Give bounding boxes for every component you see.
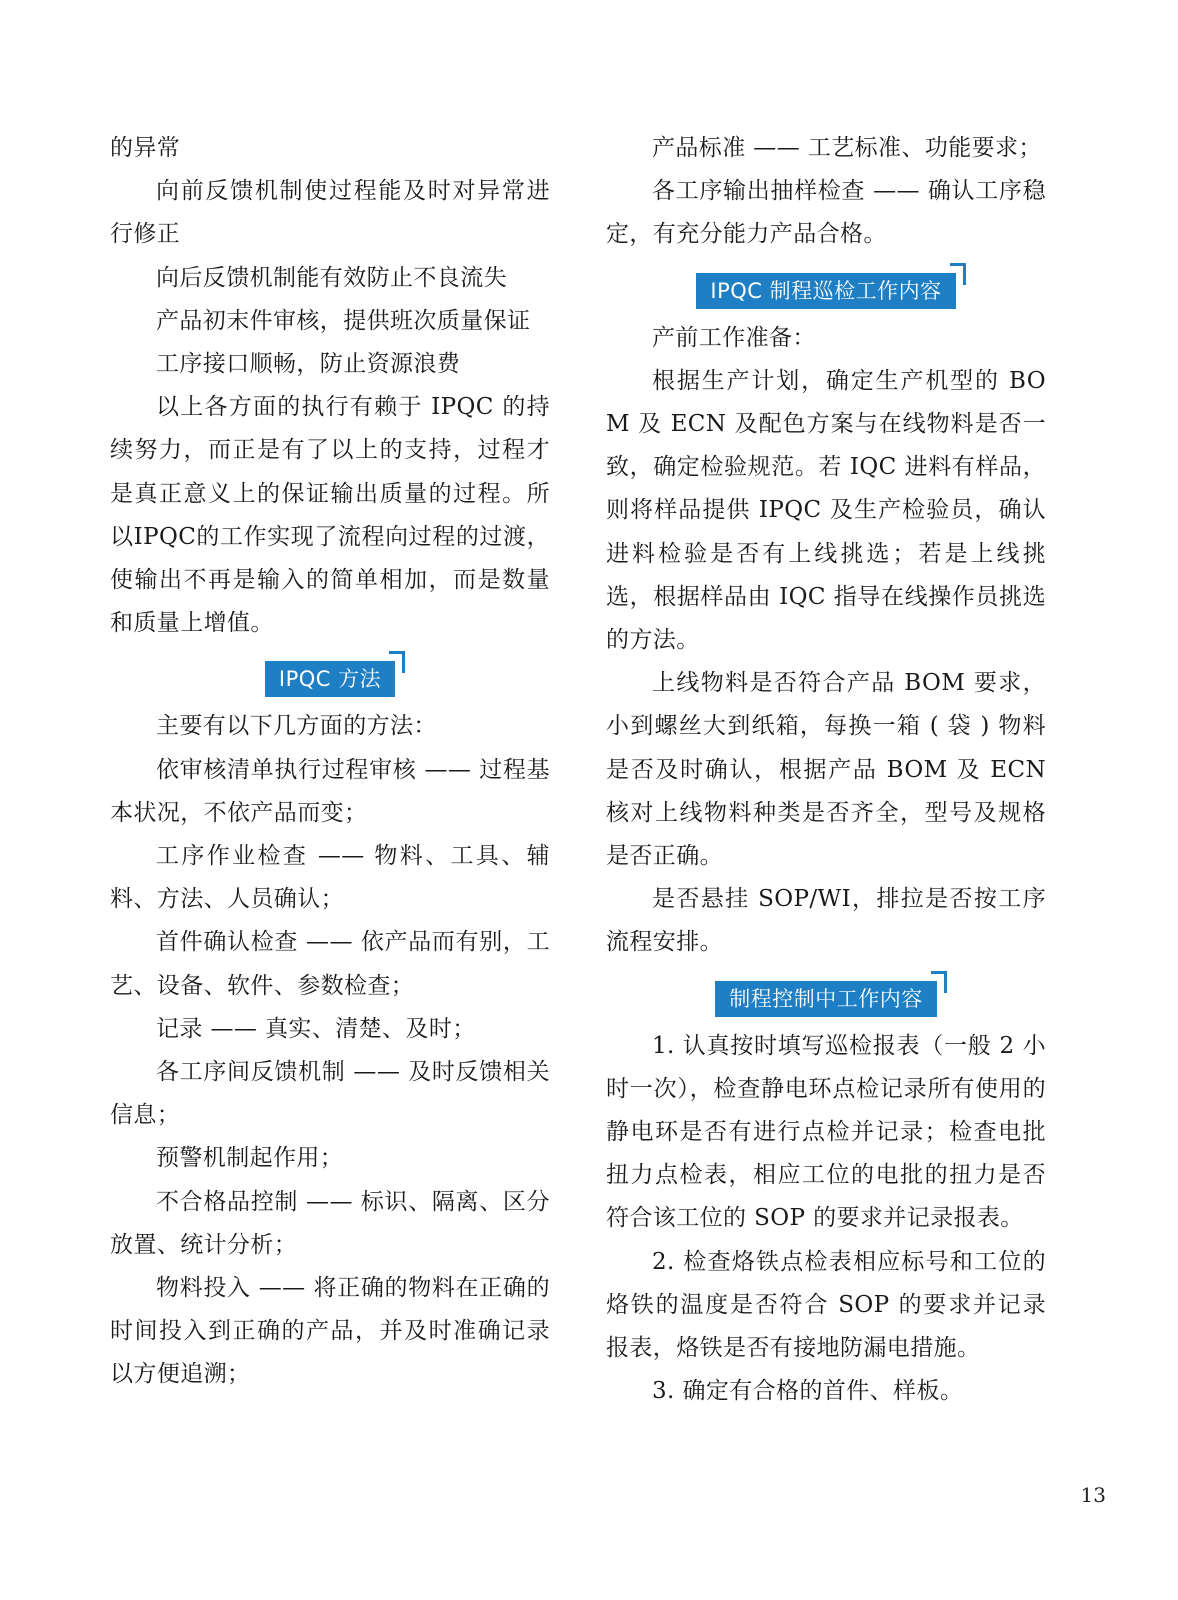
paragraph: 预警机制起作用；: [156, 1145, 344, 1172]
heading-text: 制程控制中工作内容: [729, 986, 923, 1011]
page-number: 13: [1080, 1483, 1106, 1507]
heading-label-box: [696, 273, 955, 309]
paragraph: 产品标准 —— 工艺标准、功能要求；: [652, 135, 1042, 161]
heading-text: IPQC 制程巡检工作内容: [710, 278, 942, 303]
heading-label-box: [265, 661, 395, 697]
section-heading-ipqc-inspection: [606, 273, 1046, 309]
paragraph: 主要有以下几方面的方法：: [156, 713, 437, 740]
paragraph: 不合格品控制 —— 标识、隔离、区分放置、统计分析；: [110, 1188, 550, 1258]
paragraph: 向后反馈机制能有效防止不良流失: [156, 264, 507, 291]
paragraph: 各工序间反馈机制 —— 及时反馈相关信息；: [110, 1059, 550, 1129]
corner-bracket-icon: [931, 971, 947, 993]
paragraph: 根据生产计划，确定生产机型的 BOM 及 ECN 及配色方案与在线物料是否一致，确定检验规范。若 IQC 进料有样品，则将样品提供 IPQC 及生产检验员，确认进料检验是否有上线挑选；若是上线挑选，根据样品由 IQC 指导在线操作员挑选的方法。: [606, 367, 1046, 654]
paragraph: 各工序输出抽样检查 —— 确认工序稳定，有充分能力产品合格。: [606, 178, 1046, 248]
section-heading-process-control: [606, 981, 1046, 1017]
paragraph: 1. 认真按时填写巡检报表（一般 2 小时一次），检查静电环点检记录所有使用的静电环是否有进行点检并记录；检查电批扭力点检表，相应工位的电批的扭力是否符合该工位的 SOP 的要求并记录报表。: [606, 1032, 1046, 1232]
paragraph: 首件确认检查 —— 依产品而有别，工艺、设备、软件、参数检查；: [110, 929, 550, 999]
corner-bracket-icon: [950, 263, 966, 285]
paragraph: 产品初末件审核，提供班次质量保证: [156, 307, 531, 334]
section-heading-ipqc-methods: [110, 661, 550, 697]
paragraph: 以上各方面的执行有赖于 IPQC 的持续努力，而正是有了以上的支持，过程才是真正意义上的保证输出质量的过程。所以IPQC的工作实现了流程向过程的过渡，使输出不再是输入的简单相加，而是数量和质量上增值。: [110, 394, 550, 637]
right-column: [606, 127, 1046, 1413]
paragraph: 向前反馈机制使过程能及时对异常进行修正: [110, 178, 550, 248]
paragraph: 依审核清单执行过程审核 —— 过程基本状况，不依产品而变；: [110, 756, 550, 826]
paragraph: 工序作业检查 —— 物料、工具、辅料、方法、人员确认；: [110, 843, 550, 913]
paragraph: 3. 确定有合格的首件、样板。: [652, 1378, 964, 1405]
left-column: [110, 127, 550, 1397]
paragraph: 物料投入 —— 将正确的物料在正确的时间投入到正确的产品，并及时准确记录以方便追溯；: [110, 1275, 550, 1388]
paragraph: 是否悬挂 SOP/WI，排拉是否按工序流程安排。: [606, 886, 1046, 956]
paragraph: 记录 —— 真实、清楚、及时；: [156, 1015, 476, 1042]
paragraph: 产前工作准备：: [652, 324, 816, 351]
corner-bracket-icon: [389, 651, 405, 673]
paragraph: 工序接口顺畅，防止资源浪费: [156, 351, 461, 378]
heading-text: IPQC 方法: [278, 667, 382, 692]
paragraph-continuation: 的异常: [110, 135, 181, 161]
paragraph: 2. 检查烙铁点检表相应标号和工位的烙铁的温度是否符合 SOP 的要求并记录报表，烙铁是否有接地防漏电措施。: [606, 1248, 1046, 1362]
paragraph: 上线物料是否符合产品 BOM 要求，小到螺丝大到纸箱，每换一箱 ( 袋 ) 物料是否及时确认，根据产品 BOM 及 ECN 核对上线物料种类是否齐全，型号及规格是否正确。: [606, 670, 1046, 870]
heading-label-box: [715, 981, 937, 1017]
